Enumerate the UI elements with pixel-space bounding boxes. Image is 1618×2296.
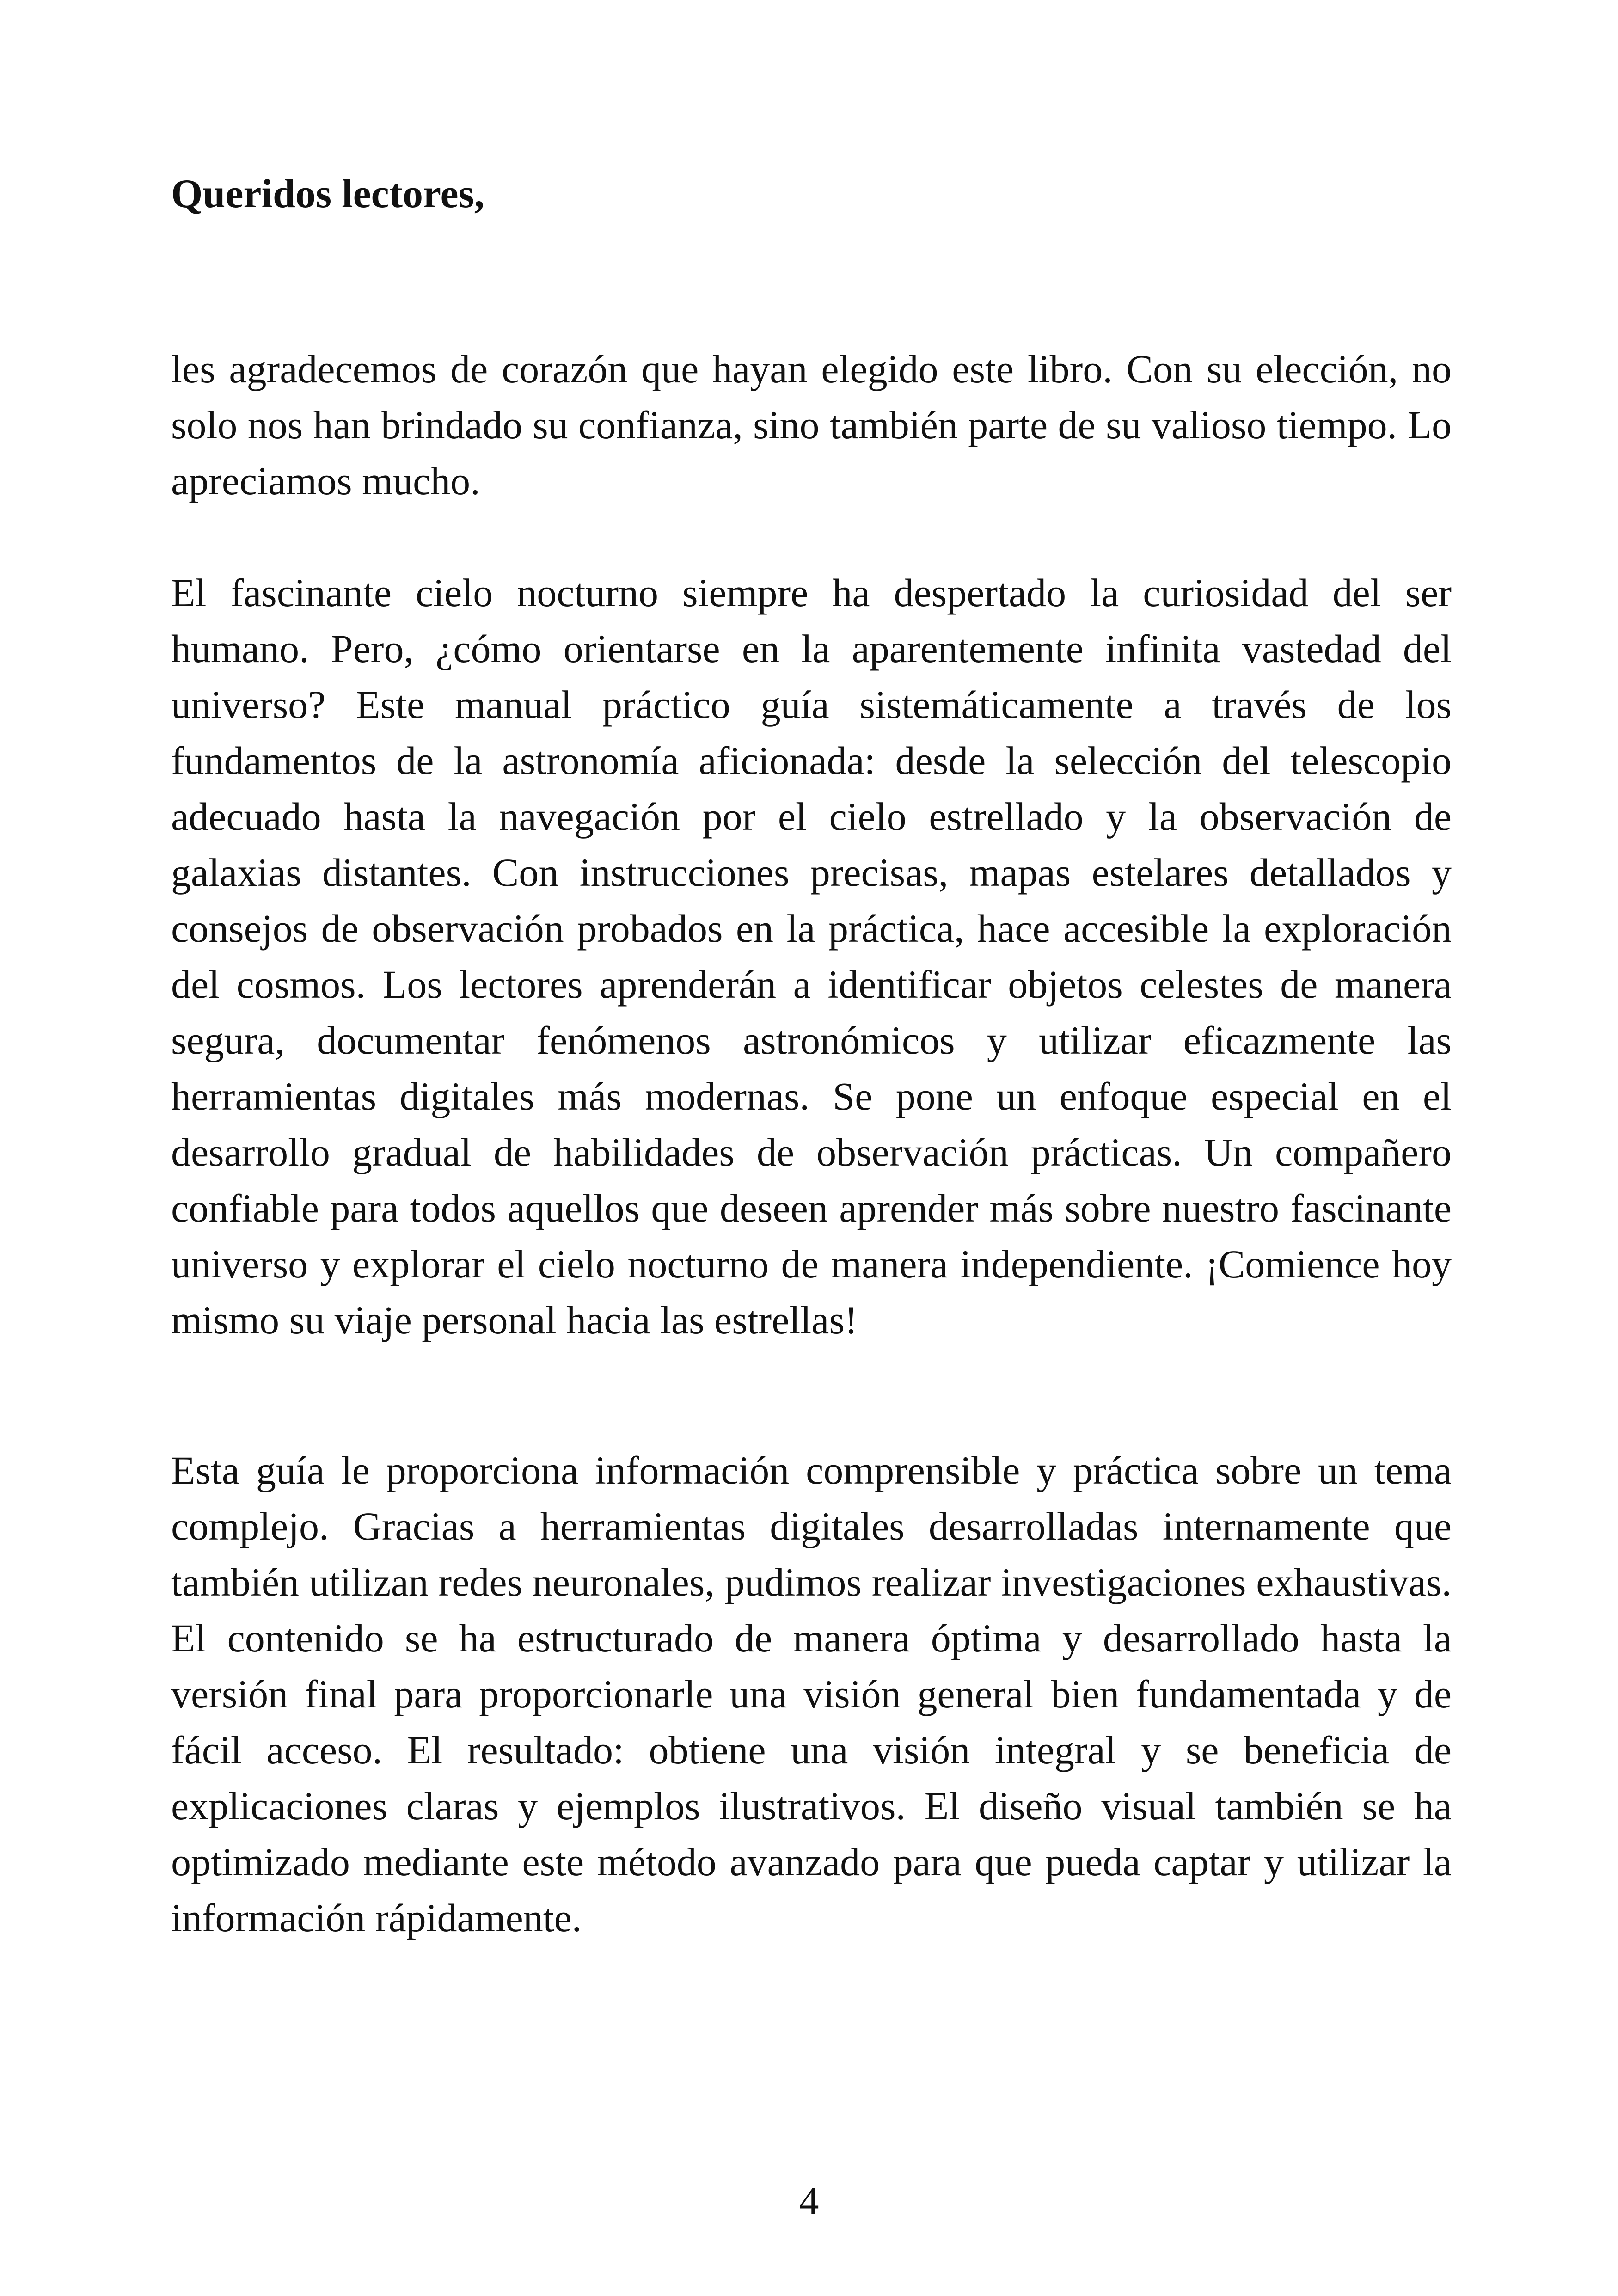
paragraph-thanks: les agradecemos de corazón que hayan elegido este libro. Con su elección, no solo nos han brindado su confianza, sino también parte de su valioso tiempo. Lo apreciamos mucho. (171, 347, 1452, 503)
paragraph-book-description: El fascinante cielo nocturno siempre ha despertado la curiosidad del ser humano. Pero, ¿cómo orientarse en la aparentemente infinita vastedad del universo? Este manual práctico guía sistemáticamente a través de los fundamentos de la astronomía aficionada: desde la selección del telescopio adecuado hasta la navegación por el cielo estrellado y la observación de galaxias distantes. Con instrucciones precisas, mapas estelares detallados y consejos de observación probados en la práctica, hace accesible la exploración del cosmos. Los lectores aprenderán a identificar objetos celestes de manera segura, documentar fenómenos astronómicos y utilizar eficazmente las herramientas digitales más modernas. Se pone un enfoque especial en el desarrollo gradual de habilidades de observación prácticas. Un compañero confiable para todos aquellos que deseen aprender más sobre nuestro fascinante universo y explorar el cielo nocturno de manera independiente. ¡Comience hoy mismo su viaje personal hacia las estrellas! (171, 571, 1452, 1342)
paragraph-methodology: Esta guía le proporciona información comprensible y práctica sobre un tema complejo. Gracias a herramientas digitales desarrolladas internamente que también utilizan redes neuronales, pudimos realizar investigaciones exhaustivas. El contenido se ha estructurado de manera óptima y desarrollado hasta la versión final para proporcionarle una visión general bien fundamentada y de fácil acceso. El resultado: obtiene una visión integral y se beneficia de explicaciones claras y ejemplos ilustrativos. El diseño visual también se ha optimizado mediante este método avanzado para que pueda captar y utilizar la información rápidamente. (171, 1448, 1452, 1940)
page-number: 4 (799, 2179, 819, 2223)
salutation-heading: Queridos lectores, (171, 172, 484, 216)
